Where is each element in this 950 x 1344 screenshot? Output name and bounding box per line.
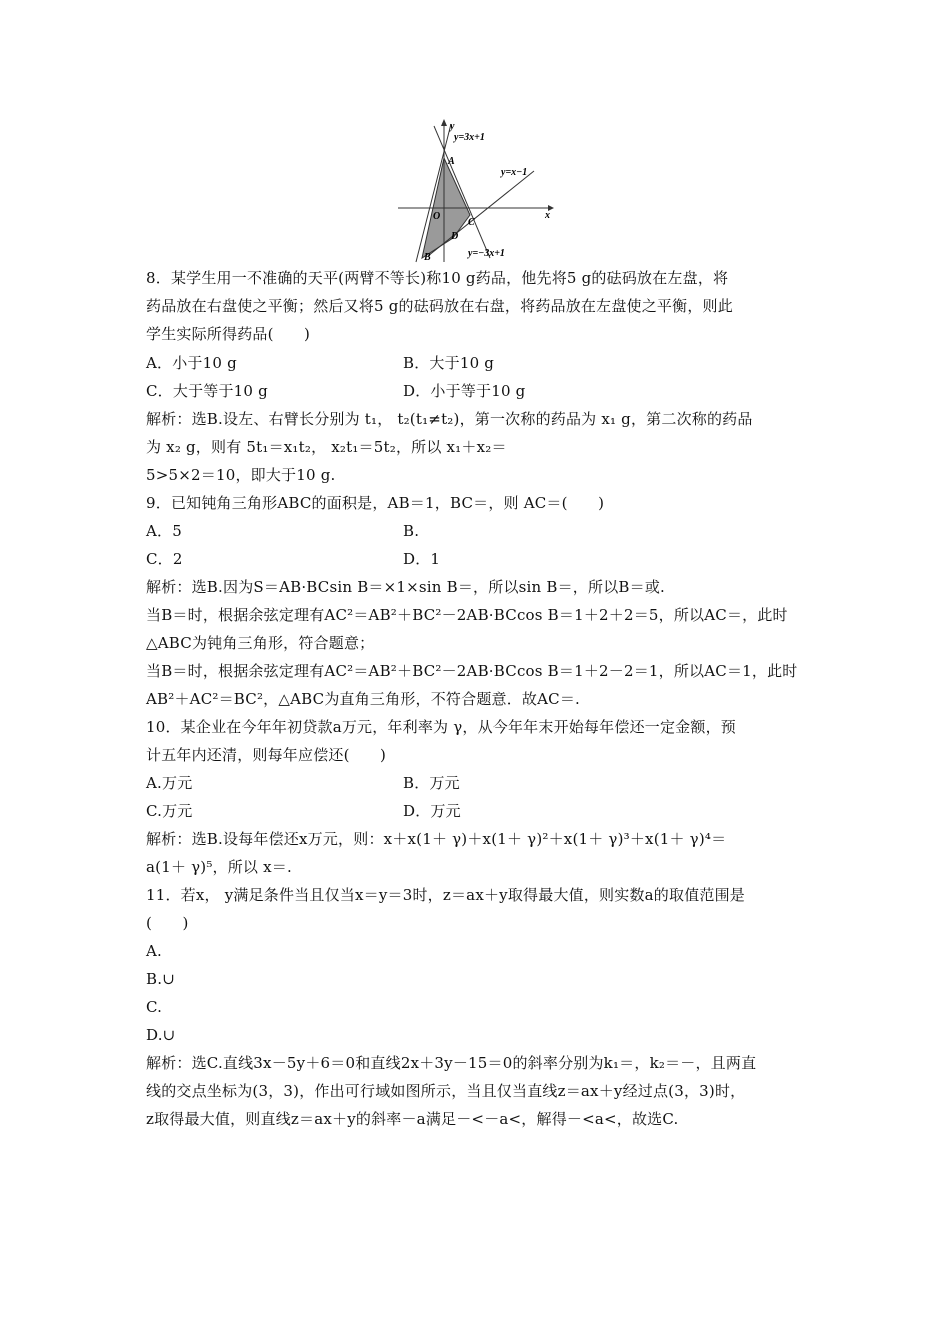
line1-label: y=3x+1 [454, 132, 485, 143]
q9-solution-line-3: △ABC为钝角三角形，符合题意； [146, 634, 375, 652]
q8-option-b: B．大于10 g [403, 354, 495, 372]
x-axis-label: x [545, 210, 550, 221]
q8-solution-line-3: 5>5×2＝10，即大于10 g. [146, 466, 336, 484]
q11-option-b: B.∪ [146, 970, 175, 988]
question-10-line-1: 10．某企业在今年年初贷款a万元，年利率为 γ，从今年年末开始每年偿还一定金额，预 [146, 718, 736, 736]
q8-option-d: D．小于等于10 g [403, 382, 526, 400]
q9-option-c: C．2 [146, 550, 183, 568]
q9-solution-line-2: 当B＝时，根据余弦定理有AC²＝AB²＋BC²－2AB·BCcos B＝1＋2＋2＝5，所以AC＝，此时 [146, 606, 788, 624]
q11-option-a: A. [146, 942, 163, 960]
q9-solution-line-5: AB²＋AC²＝BC²，△ABC为直角三角形，不符合题意．故AC＝. [146, 690, 581, 708]
q8-solution-line-1: 解析：选B.设左、右臂长分别为 t₁， t₂(t₁≠t₂)，第一次称的药品为 x₁ g，第二次称的药品 [146, 410, 753, 428]
q10-solution-line-2: a(1＋ γ)⁵，所以 x＝. [146, 858, 292, 876]
q8-option-a: A．小于10 g [146, 354, 237, 372]
line2-label: y=x−1 [501, 167, 528, 178]
point-C-label: C [468, 217, 475, 228]
question-11-line-2: ( ) [146, 914, 189, 932]
line3-label: y=−3x+1 [468, 248, 505, 259]
feasible-region-figure [398, 118, 556, 264]
q8-option-c: C．大于等于10 g [146, 382, 268, 400]
point-B-label: B [424, 252, 431, 263]
y-axis-arrow [441, 119, 447, 126]
q11-option-c: C. [146, 998, 163, 1016]
question-8-line-2: 药品放在右盘使之平衡；然后又将5 g的砝码放在右盘，将药品放在左盘使之平衡，则此 [146, 297, 733, 315]
question-11-line-1: 11．若x， y满足条件当且仅当x＝y＝3时，z＝ax＋y取得最大值，则实数a的取值范围是 [146, 886, 745, 904]
q11-solution-line-2: 线的交点坐标为(3，3)，作出可行域如图所示，当且仅当直线z＝ax＋y经过点(3，3)时， [146, 1082, 746, 1100]
origin-label: O [433, 211, 441, 222]
q9-option-a: A．5 [146, 522, 182, 540]
point-D-label: D [451, 231, 459, 242]
question-9-line-1: 9．已知钝角三角形ABC的面积是，AB＝1，BC＝，则 AC＝( ) [146, 494, 605, 512]
q9-option-b: B. [403, 522, 420, 540]
q10-option-b: B．万元 [403, 774, 460, 792]
q8-solution-line-2: 为 x₂ g，则有 5t₁＝x₁t₂， x₂t₁＝5t₂，所以 x₁＋x₂＝ [146, 438, 507, 456]
q10-solution-line-1: 解析：选B.设每年偿还x万元，则：x＋x(1＋ γ)＋x(1＋ γ)²＋x(1＋ γ)³＋x(1＋ γ)⁴＝ [146, 830, 727, 848]
question-8-line-3: 学生实际所得药品( ) [146, 325, 311, 343]
point-A-label: A [448, 156, 455, 167]
q9-option-d: D．1 [403, 550, 441, 568]
question-8-line-1: 8．某学生用一不准确的天平(两臂不等长)称10 g药品，他先将5 g的砝码放在左盘，将 [146, 269, 729, 287]
q9-solution-line-4: 当B＝时，根据余弦定理有AC²＝AB²＋BC²－2AB·BCcos B＝1＋2－2＝1，所以AC＝1，此时 [146, 662, 798, 680]
q10-option-d: D．万元 [403, 802, 461, 820]
q9-solution-line-1: 解析：选B.因为S＝AB·BCsin B＝×1×sin B＝，所以sin B＝，所以B＝或. [146, 578, 665, 596]
question-10-line-2: 计五年内还清，则每年应偿还( ) [146, 746, 387, 764]
q10-option-c: C.万元 [146, 802, 193, 820]
q10-option-a: A.万元 [146, 774, 193, 792]
y-axis-label: y [450, 121, 455, 132]
q11-solution-line-1: 解析：选C.直线3x－5y＋6＝0和直线2x＋3y－15＝0的斜率分别为k₁＝，k₂＝－，且两直 [146, 1054, 757, 1072]
q11-solution-line-3: z取得最大值，则直线z＝ax＋y的斜率－a满足－<－a<，解得－<a<，故选C. [146, 1110, 679, 1128]
q11-option-d: D.∪ [146, 1026, 176, 1044]
